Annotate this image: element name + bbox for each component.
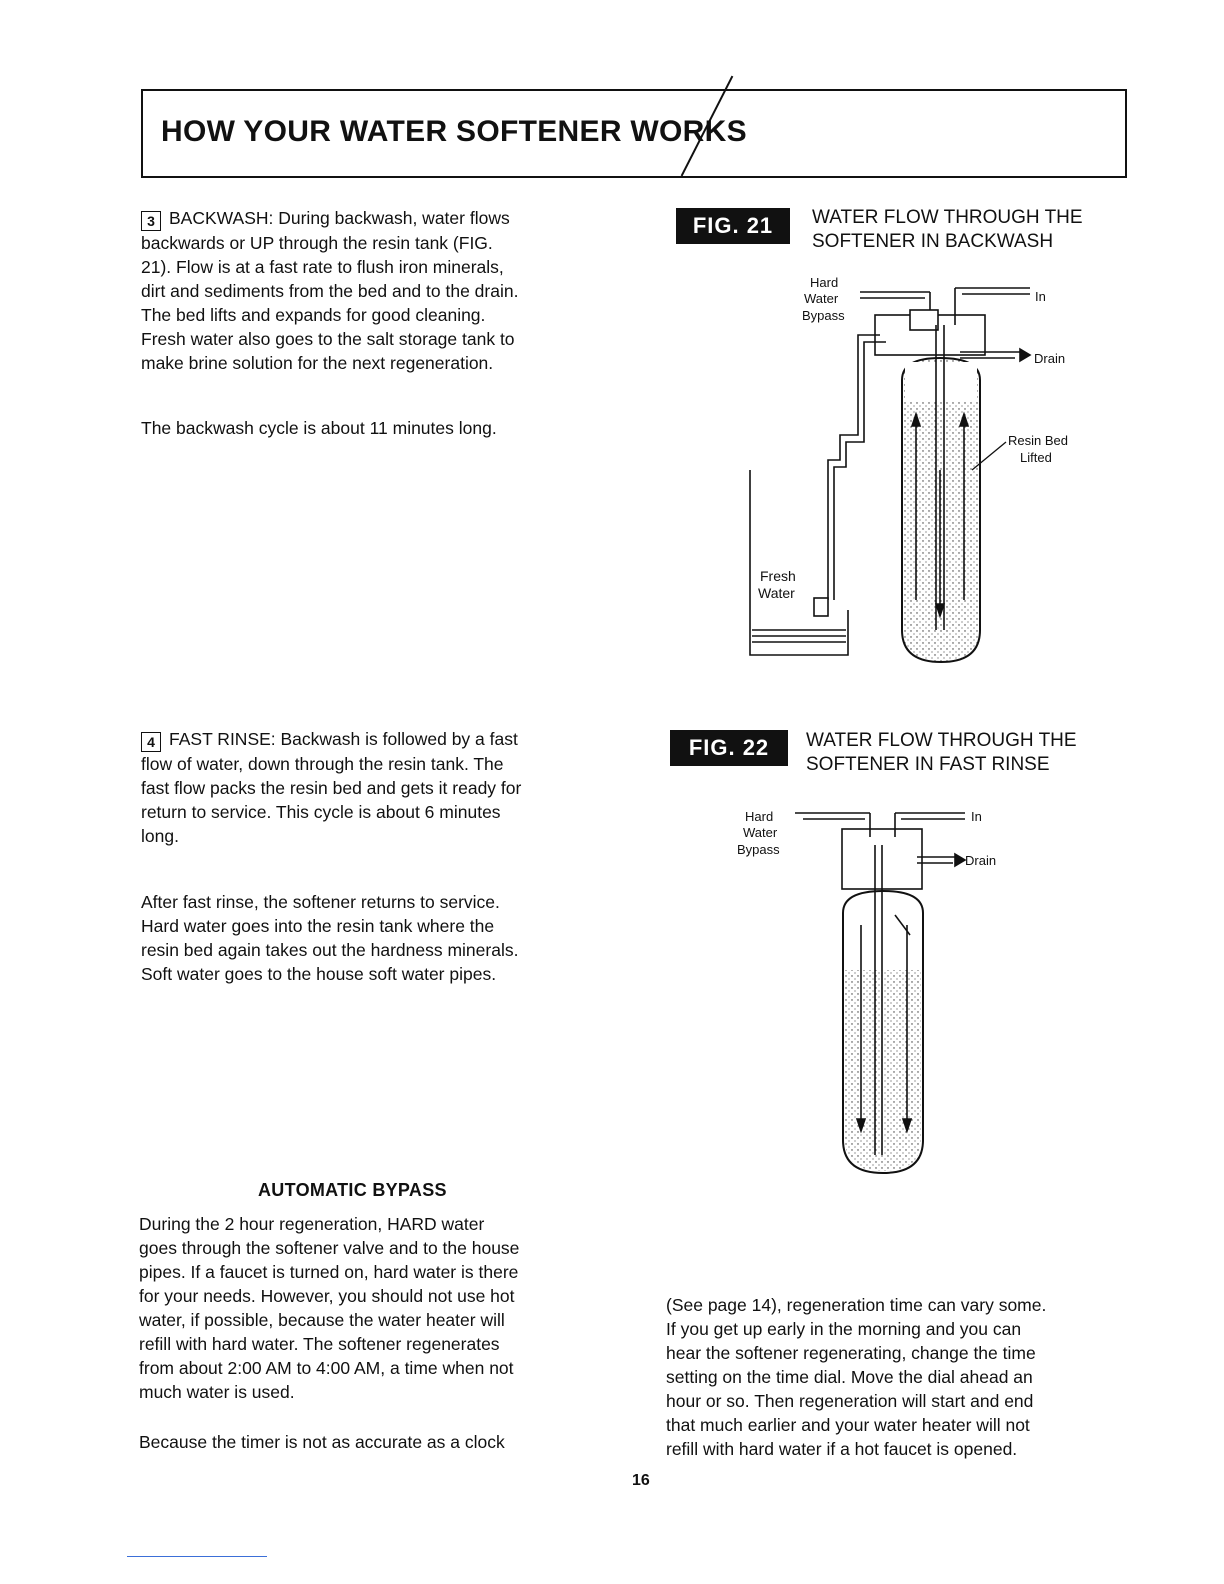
fig21-label-resin-bed: Resin Bed (1008, 433, 1068, 448)
fig21-resin-tank (902, 358, 980, 662)
step-number-3: 3 (141, 211, 161, 231)
bypass-line: During the 2 hour regeneration, HARD water (139, 1214, 485, 1234)
fig21-label-hard: Hard (810, 275, 839, 290)
fig21-label-in: In (1035, 289, 1046, 304)
backwash-paragraph (141, 206, 518, 375)
fig21-caption-line: SOFTENER IN BACKWASH (812, 231, 1054, 252)
fig21-caption (812, 206, 1083, 254)
bypass-line: refill with hard water. The softener regenerates (139, 1334, 500, 1354)
backwash-cycle-note: The backwash cycle is about 11 minutes long. (141, 418, 497, 438)
fig21-label-lifted: Lifted (1020, 450, 1052, 465)
fig22-label-water: Water (743, 825, 778, 840)
fig22-caption-line: WATER FLOW THROUGH THE (806, 730, 1077, 751)
fig22-caption (806, 729, 1077, 777)
after-fast-rinse-paragraph (141, 890, 518, 986)
fast-rinse-line: flow of water, down through the resin tank. The (141, 754, 504, 774)
continuation-paragraph (666, 1293, 1046, 1461)
continuation-line: that much earlier and your water heater will not (666, 1415, 1030, 1435)
page-title: HOW YOUR WATER SOFTENER WORKS (161, 115, 747, 148)
fig21-label-water: Water (804, 291, 839, 306)
after-rinse-line: Soft water goes to the house soft water pipes. (141, 964, 497, 984)
bypass-line: for your needs. However, you should not use hot (139, 1286, 515, 1306)
page-number: 16 (632, 1472, 650, 1489)
continuation-line: refill with hard water if a hot faucet is opened. (666, 1439, 1018, 1459)
title-box (141, 89, 1127, 178)
footer-rule (127, 1556, 267, 1557)
after-rinse-line: Hard water goes into the resin tank where the (141, 916, 495, 936)
automatic-bypass-heading: AUTOMATIC BYPASS (258, 1180, 447, 1200)
fig21-badge: FIG. 21 (676, 208, 790, 244)
fig21-label-fresh: Fresh (760, 568, 796, 584)
continuation-line: hour or so. Then regeneration will start and end (666, 1391, 1034, 1411)
backwash-line: Fresh water also goes to the salt storage tank to (141, 329, 515, 349)
bypass-line: goes through the softener valve and to the house (139, 1238, 520, 1258)
backwash-line: The bed lifts and expands for good cleaning. (141, 305, 486, 325)
after-rinse-line: After fast rinse, the softener returns to service. (141, 892, 500, 912)
fig21-label-fresh-water: Water (758, 585, 795, 601)
fig22-label-in: In (971, 809, 982, 824)
fig22-label-drain: Drain (965, 853, 997, 868)
fast-rinse-line: fast flow packs the resin bed and gets it ready for (141, 778, 522, 798)
step-number-4: 4 (141, 732, 161, 752)
fig21-backwash-diagram (730, 270, 1090, 670)
continuation-line: (See page 14), regeneration time can vary some. (666, 1295, 1047, 1315)
fast-rinse-paragraph (141, 727, 521, 848)
backwash-line: make brine solution for the next regeneration. (141, 353, 494, 373)
bypass-line: water, if possible, because the water heater will (139, 1310, 505, 1330)
bypass-line: pipes. If a faucet is turned on, hard water is there (139, 1262, 519, 1282)
backwash-line: 3 BACKWASH: During backwash, water flows (141, 206, 518, 231)
fast-rinse-line: return to service. This cycle is about 6 minutes (141, 802, 501, 822)
after-rinse-line: resin bed again takes out the hardness minerals. (141, 940, 519, 960)
automatic-bypass-paragraph (139, 1212, 519, 1404)
continuation-line: hear the softener regenerating, change the time (666, 1343, 1036, 1363)
backwash-line: dirt and sediments from the bed and to the drain. (141, 281, 519, 301)
fig21-label-drain: Drain (1034, 351, 1066, 366)
continuation-line: If you get up early in the morning and you can (666, 1319, 1022, 1339)
fig21-caption-line: WATER FLOW THROUGH THE (812, 207, 1083, 228)
fig22-caption-line: SOFTENER IN FAST RINSE (806, 754, 1050, 775)
fig22-fast-rinse-diagram (725, 795, 1035, 1185)
backwash-line: backwards or UP through the resin tank (FIG. (141, 233, 493, 253)
continuation-line: setting on the time dial. Move the dial ahead an (666, 1367, 1033, 1387)
fig22-label-bypass: Bypass (737, 842, 780, 857)
fig22-badge: FIG. 22 (670, 730, 788, 766)
fast-rinse-line: 4 FAST RINSE: Backwash is followed by a fast (141, 727, 521, 752)
backwash-line: 21). Flow is at a fast rate to flush iron minerals, (141, 257, 504, 277)
timer-note: Because the timer is not as accurate as a clock (139, 1432, 505, 1452)
fig21-label-bypass: Bypass (802, 308, 845, 323)
fig22-label-hard: Hard (745, 809, 774, 824)
fig22-resin-bed (845, 970, 921, 1171)
bypass-line: from about 2:00 AM to 4:00 AM, a time when not (139, 1358, 514, 1378)
bypass-line: much water is used. (139, 1382, 295, 1402)
fast-rinse-line: long. (141, 826, 179, 846)
